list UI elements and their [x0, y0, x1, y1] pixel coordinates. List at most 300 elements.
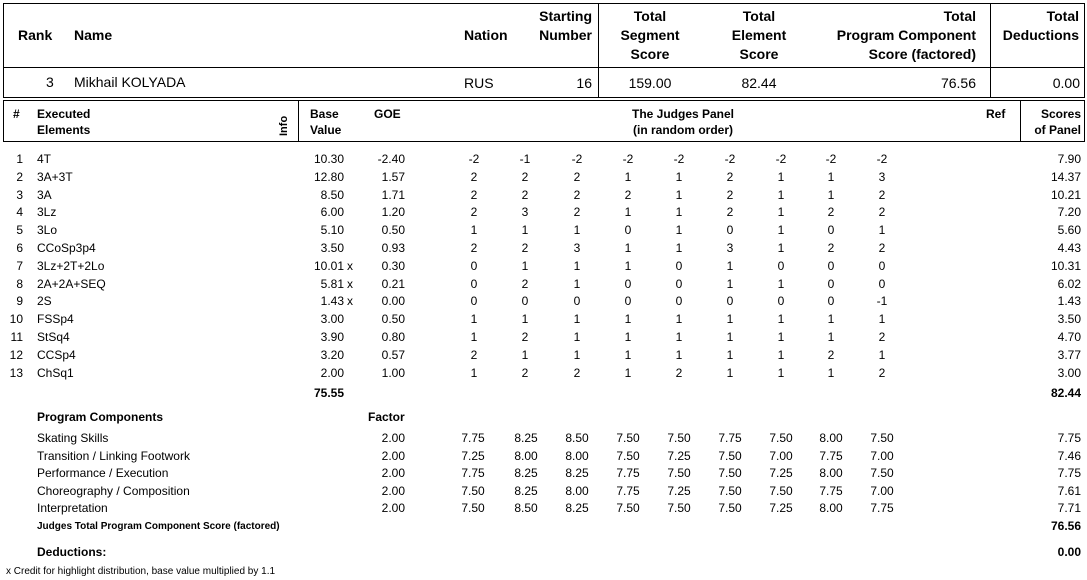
judge-mark: 7.50: [667, 501, 691, 515]
component-factor: 2.00: [381, 431, 405, 445]
elements-total-score: 82.44: [1050, 386, 1081, 400]
judge-mark: 8.00: [819, 431, 843, 445]
element-goe: 0.80: [381, 330, 405, 344]
judge-score: 2: [470, 205, 478, 220]
header-col-sep-1: [598, 3, 599, 98]
judge-score: 1: [675, 223, 683, 238]
header-element-score: Total Element Score: [731, 8, 787, 62]
judge-mark: 7.50: [667, 431, 691, 445]
element-base-value: 8.50: [320, 187, 344, 202]
component-score: 7.46: [1057, 448, 1081, 463]
element-score: 6.02: [1057, 276, 1081, 291]
judge-score: 1: [573, 276, 581, 291]
element-name: 3Lo: [37, 223, 58, 238]
judge-score: 1: [470, 365, 478, 380]
judge-score: 1: [624, 169, 632, 184]
judge-mark: 7.00: [870, 448, 894, 463]
judge-score: 0: [573, 294, 581, 309]
judge-mark: 7.25: [667, 448, 691, 463]
judge-score: 1: [573, 312, 581, 327]
judge-mark: 7.50: [718, 483, 742, 498]
judge-mark: 7.50: [616, 431, 640, 445]
element-score: 7.90: [1057, 152, 1081, 166]
skater-pcs-score: 76.56: [940, 75, 976, 91]
element-name: 2A+2A+SEQ: [37, 276, 106, 291]
elements-header-left: [3, 100, 4, 142]
judge-mark: 7.50: [870, 431, 894, 445]
component-name: Transition / Linking Footwork: [37, 448, 190, 463]
judge-score: 1: [624, 347, 632, 362]
judge-mark: 8.25: [565, 466, 589, 480]
judge-score: 3: [726, 241, 734, 255]
judge-mark: 7.50: [461, 501, 485, 515]
judge-score: -2: [775, 152, 787, 166]
element-base-value: 1.43: [320, 294, 344, 309]
judge-mark: 7.50: [769, 483, 793, 498]
judge-score: -1: [519, 152, 531, 166]
element-name: FSSp4: [37, 312, 74, 327]
judge-score: 2: [624, 187, 632, 202]
judge-score: 1: [777, 312, 785, 327]
judge-score: 2: [573, 365, 581, 380]
judge-score: -2: [825, 152, 837, 166]
judge-score: 1: [878, 223, 886, 238]
element-number: 4: [16, 205, 23, 220]
judge-score: 1: [470, 223, 478, 238]
judge-score: 1: [777, 169, 785, 184]
judge-score: 1: [827, 187, 835, 202]
element-score: 10.31: [1050, 258, 1081, 273]
judge-score: 1: [675, 205, 683, 220]
judge-score: 0: [827, 294, 835, 309]
elements-header-sep-scores: [1020, 100, 1021, 142]
judge-score: 2: [573, 187, 581, 202]
judge-score: 2: [521, 276, 529, 291]
header-right-border: [1084, 3, 1085, 98]
elements-header-right: [1084, 100, 1085, 142]
judge-mark: 8.25: [514, 466, 538, 480]
element-number: 11: [10, 330, 23, 344]
col-info: Info: [278, 115, 290, 136]
col-goe: GOE: [374, 107, 401, 121]
judge-mark: 7.50: [718, 501, 742, 515]
element-row: [0, 188, 1087, 205]
header-col-sep-2: [990, 3, 991, 98]
judge-score: 1: [777, 187, 785, 202]
col-executed-elements: Executed Elements: [37, 107, 91, 137]
judge-score: 2: [878, 205, 886, 220]
judge-score: 0: [878, 258, 886, 273]
judge-score: 2: [521, 169, 529, 184]
component-name: Performance / Execution: [37, 466, 169, 480]
element-name: StSq4: [37, 330, 70, 344]
element-row: [0, 294, 1087, 311]
skater-name: Mikhail KOLYADA: [74, 74, 186, 90]
judge-score: 0: [470, 258, 478, 273]
judge-score: 0: [827, 276, 835, 291]
judge-score: 0: [624, 223, 632, 238]
element-base-value: 5.81: [320, 276, 344, 291]
judge-score: 1: [521, 258, 529, 273]
judge-score: 1: [726, 330, 734, 344]
element-name: CCoSp3p4: [37, 241, 96, 255]
judge-score: 0: [777, 294, 785, 309]
judge-score: 1: [777, 330, 785, 344]
element-score: 3.77: [1057, 347, 1081, 362]
judge-mark: 8.25: [514, 483, 538, 498]
judge-score: 2: [521, 365, 529, 380]
judge-score: 1: [573, 223, 581, 238]
element-number: 3: [16, 187, 23, 202]
judge-mark: 7.25: [667, 483, 691, 498]
judge-mark: 7.75: [616, 483, 640, 498]
skater-segment-score: 159.00: [628, 75, 672, 91]
judge-score: -2: [468, 152, 480, 166]
header-deductions: Total Deductions: [1002, 8, 1079, 43]
judge-score: 0: [878, 276, 886, 291]
component-factor: 2.00: [381, 501, 405, 515]
element-number: 7: [16, 258, 23, 273]
top-border: [3, 3, 1085, 4]
judge-score: 2: [827, 241, 835, 255]
component-name: Choreography / Composition: [37, 483, 190, 498]
component-row: [0, 484, 1087, 501]
judge-score: 3: [521, 205, 529, 220]
judge-mark: 7.50: [667, 466, 691, 480]
component-factor: 2.00: [381, 448, 405, 463]
element-row: [0, 277, 1087, 294]
element-base-value: 3.20: [320, 347, 344, 362]
element-base-value: 6.00: [320, 205, 344, 220]
judge-mark: 8.00: [819, 501, 843, 515]
element-name: 4T: [37, 152, 52, 166]
judge-score: -2: [571, 152, 583, 166]
element-credit-mark: x: [347, 258, 353, 273]
component-row: [0, 431, 1087, 448]
judge-score: 1: [624, 241, 632, 255]
judge-score: -2: [673, 152, 685, 166]
element-base-value: 2.00: [320, 365, 344, 380]
element-number: 5: [16, 223, 23, 238]
judge-score: 0: [521, 294, 529, 309]
judge-score: 1: [878, 347, 886, 362]
judge-score: 1: [777, 347, 785, 362]
element-name: ChSq1: [37, 365, 74, 380]
elements-total-base: 75.55: [313, 386, 344, 400]
element-name: 3Lz+2T+2Lo: [37, 258, 105, 273]
element-base-value: 3.00: [320, 312, 344, 327]
judge-score: 2: [521, 330, 529, 344]
element-credit-mark: x: [347, 276, 353, 291]
judge-score: 1: [521, 312, 529, 327]
judge-score: 1: [726, 347, 734, 362]
component-score: 7.61: [1057, 483, 1081, 498]
element-goe: 0.50: [381, 223, 405, 238]
judge-score: 1: [827, 169, 835, 184]
footnote: x Credit for highlight distribution, base value multiplied by 1.1: [6, 566, 276, 577]
judge-score: 0: [624, 294, 632, 309]
judge-score: 2: [521, 241, 529, 255]
judge-mark: 7.75: [870, 501, 894, 515]
component-score: 7.75: [1057, 466, 1081, 480]
judge-score: 1: [675, 241, 683, 255]
col-base-value: Base Value: [310, 107, 342, 137]
element-score: 4.70: [1057, 330, 1081, 344]
element-score: 4.43: [1057, 241, 1081, 255]
element-goe: -2.40: [377, 152, 405, 166]
judge-score: 1: [624, 365, 632, 380]
judge-mark: 7.50: [616, 501, 640, 515]
judge-mark: 7.25: [769, 501, 793, 515]
judge-score: 2: [878, 330, 886, 344]
judge-score: 0: [827, 223, 835, 238]
judge-score: 1: [521, 347, 529, 362]
judge-mark: 7.50: [718, 466, 742, 480]
header-segment-score: Total Segment Score: [620, 8, 680, 62]
judge-score: 1: [827, 365, 835, 380]
judge-mark: 7.50: [718, 448, 742, 463]
element-goe: 1.00: [381, 365, 405, 380]
element-row: [0, 366, 1087, 383]
element-name: 2S: [37, 294, 52, 309]
judge-score: 2: [827, 347, 835, 362]
judge-score: 0: [726, 294, 734, 309]
element-number: 6: [16, 241, 23, 255]
element-goe: 1.71: [381, 187, 405, 202]
element-goe: 0.50: [381, 312, 405, 327]
element-number: 2: [16, 169, 23, 184]
judge-score: 2: [726, 187, 734, 202]
element-row: [0, 223, 1087, 240]
judge-score: 1: [726, 258, 734, 273]
skater-rank: 3: [46, 74, 54, 90]
header-bottom-border: [3, 97, 1085, 98]
judge-score: 0: [726, 223, 734, 238]
pc-total-label: Judges Total Program Component Score (factored): [37, 521, 280, 532]
judge-mark: 8.00: [565, 483, 589, 498]
element-score: 14.37: [1050, 169, 1081, 184]
judge-score: 0: [675, 276, 683, 291]
judge-score: -2: [724, 152, 736, 166]
deductions-value: 0.00: [1057, 545, 1081, 559]
judge-score: 1: [624, 330, 632, 344]
skater-nation: RUS: [464, 75, 494, 91]
element-goe: 0.21: [381, 276, 405, 291]
element-row: [0, 205, 1087, 222]
component-score: 7.75: [1057, 431, 1081, 445]
element-score: 5.60: [1057, 223, 1081, 238]
judge-score: 3: [878, 169, 886, 184]
component-row: [0, 501, 1087, 518]
col-judges-panel: The Judges Panel (in random order): [631, 107, 735, 137]
pc-factor: Factor: [368, 410, 405, 424]
skater-deductions: 0.00: [1052, 75, 1080, 91]
judge-mark: 8.00: [565, 448, 589, 463]
judge-mark: 7.75: [819, 483, 843, 498]
judge-score: 0: [675, 294, 683, 309]
header-divider: [3, 67, 1085, 68]
judge-mark: 7.50: [769, 431, 793, 445]
header-left-border: [3, 3, 4, 98]
component-name: Skating Skills: [37, 431, 109, 445]
deductions-label: Deductions:: [37, 545, 107, 559]
pc-total-score: 76.56: [1050, 519, 1081, 533]
judge-score: 1: [675, 169, 683, 184]
judge-score: 1: [675, 312, 683, 327]
judge-score: 3: [573, 241, 581, 255]
judge-score: 1: [726, 365, 734, 380]
elements-header-sep-info: [298, 100, 299, 142]
judge-score: 0: [827, 258, 835, 273]
judge-mark: 7.75: [819, 448, 843, 463]
judge-score: 1: [521, 223, 529, 238]
elements-header-bottom: [3, 141, 1085, 142]
judge-score: 1: [470, 312, 478, 327]
element-number: 10: [9, 312, 23, 327]
element-name: 3A+3T: [37, 169, 73, 184]
judge-mark: 7.25: [769, 466, 793, 480]
judge-score: 2: [470, 187, 478, 202]
element-goe: 0.00: [381, 294, 405, 309]
judge-mark: 7.50: [870, 466, 894, 480]
element-base-value: 3.50: [320, 241, 344, 255]
element-score: 3.50: [1057, 312, 1081, 327]
header-pcs-score: Total Program Component Score (factored): [836, 8, 976, 62]
element-score: 3.00: [1057, 365, 1081, 380]
element-row: [0, 330, 1087, 347]
judge-score: 2: [470, 241, 478, 255]
judge-mark: 8.25: [565, 501, 589, 515]
judge-score: 1: [777, 276, 785, 291]
header-name: Name: [74, 27, 113, 43]
element-number: 1: [16, 152, 23, 166]
judge-score: 1: [573, 330, 581, 344]
judge-score: 1: [726, 312, 734, 327]
judge-score: 1: [777, 241, 785, 255]
judge-mark: 7.25: [461, 448, 485, 463]
judge-score: 1: [470, 330, 478, 344]
judge-score: 2: [878, 187, 886, 202]
judge-score: 0: [777, 258, 785, 273]
judge-score: 2: [573, 169, 581, 184]
judge-score: 1: [878, 312, 886, 327]
col-scores-of-panel: Scores of Panel: [1034, 107, 1081, 137]
judge-score: -1: [876, 294, 888, 309]
element-number: 9: [16, 294, 23, 309]
judge-score: 2: [573, 205, 581, 220]
element-row: [0, 259, 1087, 276]
element-base-value: 10.30: [313, 152, 344, 166]
judge-score: 1: [624, 258, 632, 273]
element-name: CCSp4: [37, 347, 76, 362]
judge-score: -2: [622, 152, 634, 166]
element-name: 3A: [37, 187, 52, 202]
judge-mark: 8.00: [514, 448, 538, 463]
judge-mark: 8.00: [819, 466, 843, 480]
element-base-value: 10.01: [313, 258, 344, 273]
element-number: 13: [9, 365, 23, 380]
component-factor: 2.00: [381, 483, 405, 498]
element-base-value: 5.10: [320, 223, 344, 238]
element-score: 10.21: [1050, 187, 1081, 202]
element-credit-mark: x: [347, 294, 353, 309]
judge-mark: 8.50: [565, 431, 589, 445]
judge-mark: 7.75: [616, 466, 640, 480]
judge-mark: 7.50: [461, 483, 485, 498]
judge-score: 1: [827, 312, 835, 327]
component-name: Interpretation: [37, 501, 108, 515]
element-row: [0, 312, 1087, 329]
element-score: 1.43: [1057, 294, 1081, 309]
element-row: [0, 152, 1087, 169]
judge-score: 2: [878, 241, 886, 255]
judge-mark: 7.00: [769, 448, 793, 463]
element-number: 8: [16, 276, 23, 291]
header-nation: Nation: [464, 27, 508, 43]
header-rank: Rank: [18, 27, 53, 43]
judge-score: 1: [726, 276, 734, 291]
judge-score: 0: [624, 276, 632, 291]
col-num: #: [13, 107, 20, 121]
judge-score: 1: [675, 347, 683, 362]
element-row: [0, 241, 1087, 258]
judge-mark: 7.75: [461, 431, 485, 445]
judge-score: 2: [878, 365, 886, 380]
judge-score: 2: [470, 347, 478, 362]
element-row: [0, 348, 1087, 365]
judge-mark: 8.25: [514, 431, 538, 445]
judge-mark: 7.50: [616, 448, 640, 463]
judge-mark: 7.00: [870, 483, 894, 498]
judge-score: 2: [726, 205, 734, 220]
judge-score: 1: [777, 205, 785, 220]
judge-score: 1: [624, 312, 632, 327]
element-row: [0, 170, 1087, 187]
judge-score: 1: [573, 258, 581, 273]
element-goe: 1.57: [381, 169, 405, 184]
pc-title: Program Components: [37, 410, 164, 424]
element-goe: 0.93: [381, 241, 405, 255]
component-score: 7.71: [1057, 501, 1081, 515]
element-base-value: 12.80: [313, 169, 344, 184]
judge-score: 0: [675, 258, 683, 273]
judge-mark: 7.75: [461, 466, 485, 480]
judge-score: 2: [521, 187, 529, 202]
judge-score: 1: [827, 330, 835, 344]
judge-score: 2: [827, 205, 835, 220]
judge-mark: 7.75: [718, 431, 742, 445]
judge-mark: 8.50: [514, 501, 538, 515]
element-goe: 0.57: [381, 347, 405, 362]
judge-score: 0: [470, 276, 478, 291]
judge-score: 1: [777, 365, 785, 380]
header-starting-number: Starting Number: [539, 8, 592, 43]
element-goe: 1.20: [381, 205, 405, 220]
col-ref: Ref: [986, 107, 1006, 121]
judge-score: 2: [470, 169, 478, 184]
judge-score: 1: [573, 347, 581, 362]
judge-score: 1: [675, 330, 683, 344]
component-row: [0, 449, 1087, 466]
element-number: 12: [9, 347, 23, 362]
element-goe: 0.30: [381, 258, 405, 273]
judge-score: 1: [624, 205, 632, 220]
judge-score: 2: [726, 169, 734, 184]
judge-score: -2: [876, 152, 888, 166]
judge-score: 1: [777, 223, 785, 238]
judge-score: 0: [470, 294, 478, 309]
judge-score: 2: [675, 365, 683, 380]
